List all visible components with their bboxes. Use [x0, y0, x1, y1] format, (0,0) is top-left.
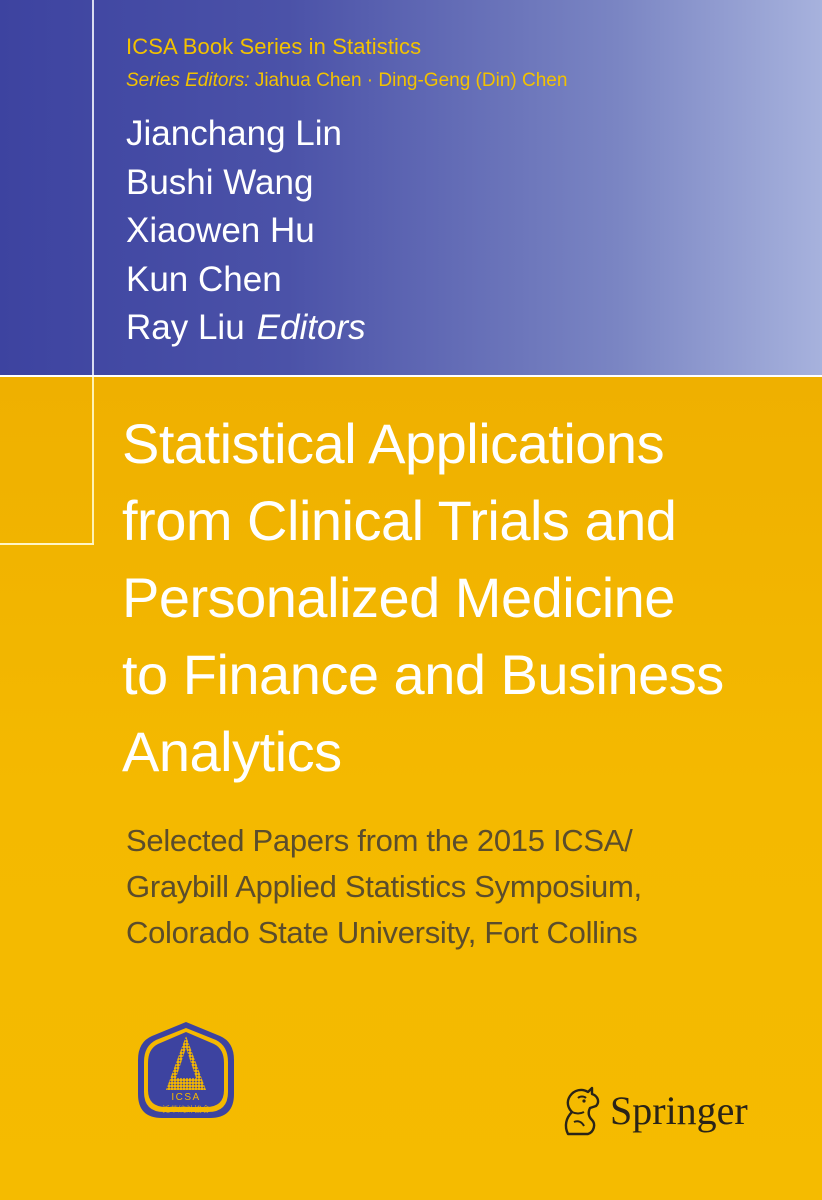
- subtitle-line: Graybill Applied Statistics Symposium,: [126, 869, 642, 904]
- editors-role-label: Editors: [256, 308, 366, 347]
- publisher-name: Springer: [610, 1087, 748, 1133]
- publisher-logo: [554, 1080, 748, 1140]
- series-editors-label: Series Editors:: [126, 70, 250, 91]
- springer-horse-icon: [554, 1082, 606, 1138]
- title-line: to Finance and Business: [122, 643, 724, 706]
- horizontal-rule: [0, 375, 822, 377]
- icsa-seal-icon: [136, 1020, 236, 1122]
- title-line: from Clinical Trials and: [122, 489, 677, 552]
- horizontal-rule-short: [0, 543, 94, 545]
- editor-name: Bushi Wang: [126, 162, 314, 202]
- subtitle-line: Selected Papers from the 2015 ICSA/: [126, 823, 633, 858]
- editor-name: Kun Chen: [126, 259, 282, 299]
- title-line: Analytics: [122, 720, 342, 783]
- vertical-rule-lower: [92, 376, 94, 544]
- editors-list: [126, 110, 366, 353]
- title-line: Personalized Medicine: [122, 566, 675, 629]
- book-title: [122, 405, 802, 790]
- vertical-rule: [92, 0, 94, 376]
- subtitle-line: Colorado State University, Fort Collins: [126, 915, 638, 950]
- title-line: Statistical Applications: [122, 412, 665, 475]
- series-editors-names: Jiahua Chen · Ding-Geng (Din) Chen: [249, 70, 568, 91]
- svg-text:泛華統計協會: 泛華統計協會: [162, 1105, 210, 1114]
- editor-name: Jianchang Lin: [126, 114, 342, 153]
- book-subtitle: [126, 818, 806, 956]
- series-title: ICSA Book Series in Statistics: [126, 34, 422, 59]
- editor-name: Ray Liu Editors: [126, 308, 366, 347]
- series-editors: [126, 70, 567, 92]
- editor-name: Xiaowen Hu: [126, 211, 315, 250]
- svg-text:ICSA: ICSA: [171, 1092, 201, 1103]
